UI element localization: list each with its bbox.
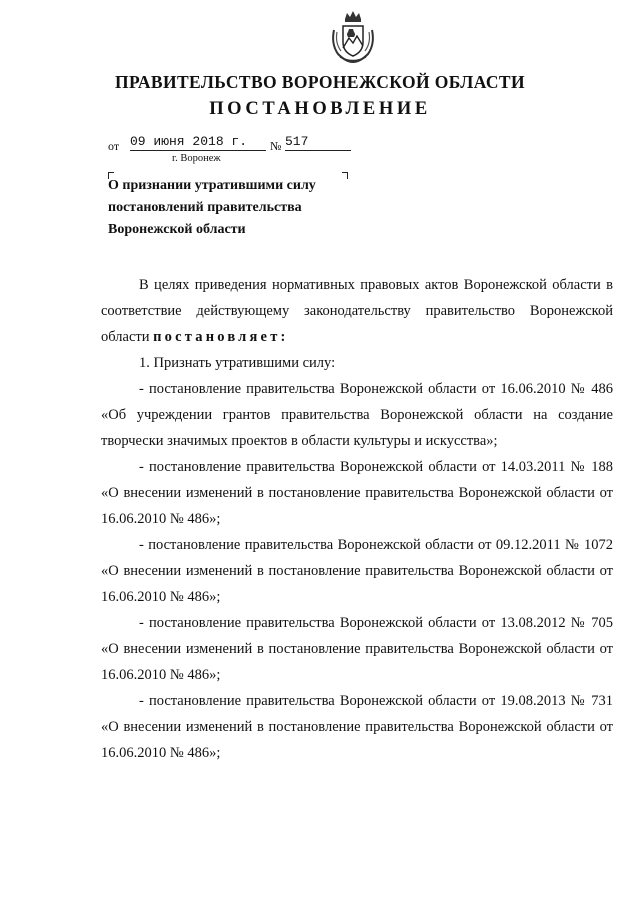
list-item: - постановление правительства Воронежской области от 16.06.2010 № 486 «Об учреждении грантов правительства Воронежской области на создание творчески значимых проектов в области культуры и искусства»; [101, 381, 613, 449]
document-type: ПОСТАНОВЛЕНИЕ [209, 99, 431, 119]
list-item: - постановление правительства Воронежской области от 13.08.2012 № 705 «О внесении изменений в постановление правительства Воронежской области от 16.06.2010 № 486»; [101, 615, 613, 683]
coat-of-arms-icon [328, 10, 378, 64]
list-item: - постановление правительства Воронежской области от 09.12.2011 № 1072 «О внесении изменений в постановление правительства Воронежской области от 16.06.2010 № 486»; [101, 537, 613, 605]
city: г. Воронеж [172, 153, 221, 164]
document-date: 09 июня 2018 г. [130, 135, 266, 151]
date-label: от [108, 139, 120, 153]
point-1: 1. Признать утратившими силу: [139, 355, 336, 371]
list-item: - постановление правительства Воронежской области от 19.08.2013 № 731 «О внесении изменений в постановление правительства Воронежской области от 16.06.2010 № 486»; [101, 693, 613, 761]
document-subject: О признании утратившими силу постановлений правительства Воронежской области [108, 178, 316, 237]
preamble-verb: постановляет: [153, 329, 289, 345]
document-body [101, 272, 613, 766]
number-label: № [270, 139, 282, 153]
list-item: - постановление правительства Воронежской области от 14.03.2011 № 188 «О внесении изменений в постановление правительства Воронежской области от 16.06.2010 № 486»; [101, 459, 613, 527]
preamble-text: В целях приведения нормативных правовых актов Воронежской области в соответствие действующему законодательству правительство Воронежской области [101, 277, 613, 345]
preamble [101, 272, 613, 350]
document-number: 517 [285, 135, 351, 151]
government-name: ПРАВИТЕЛЬСТВО ВОРОНЕЖСКОЙ ОБЛАСТИ [114, 72, 526, 92]
